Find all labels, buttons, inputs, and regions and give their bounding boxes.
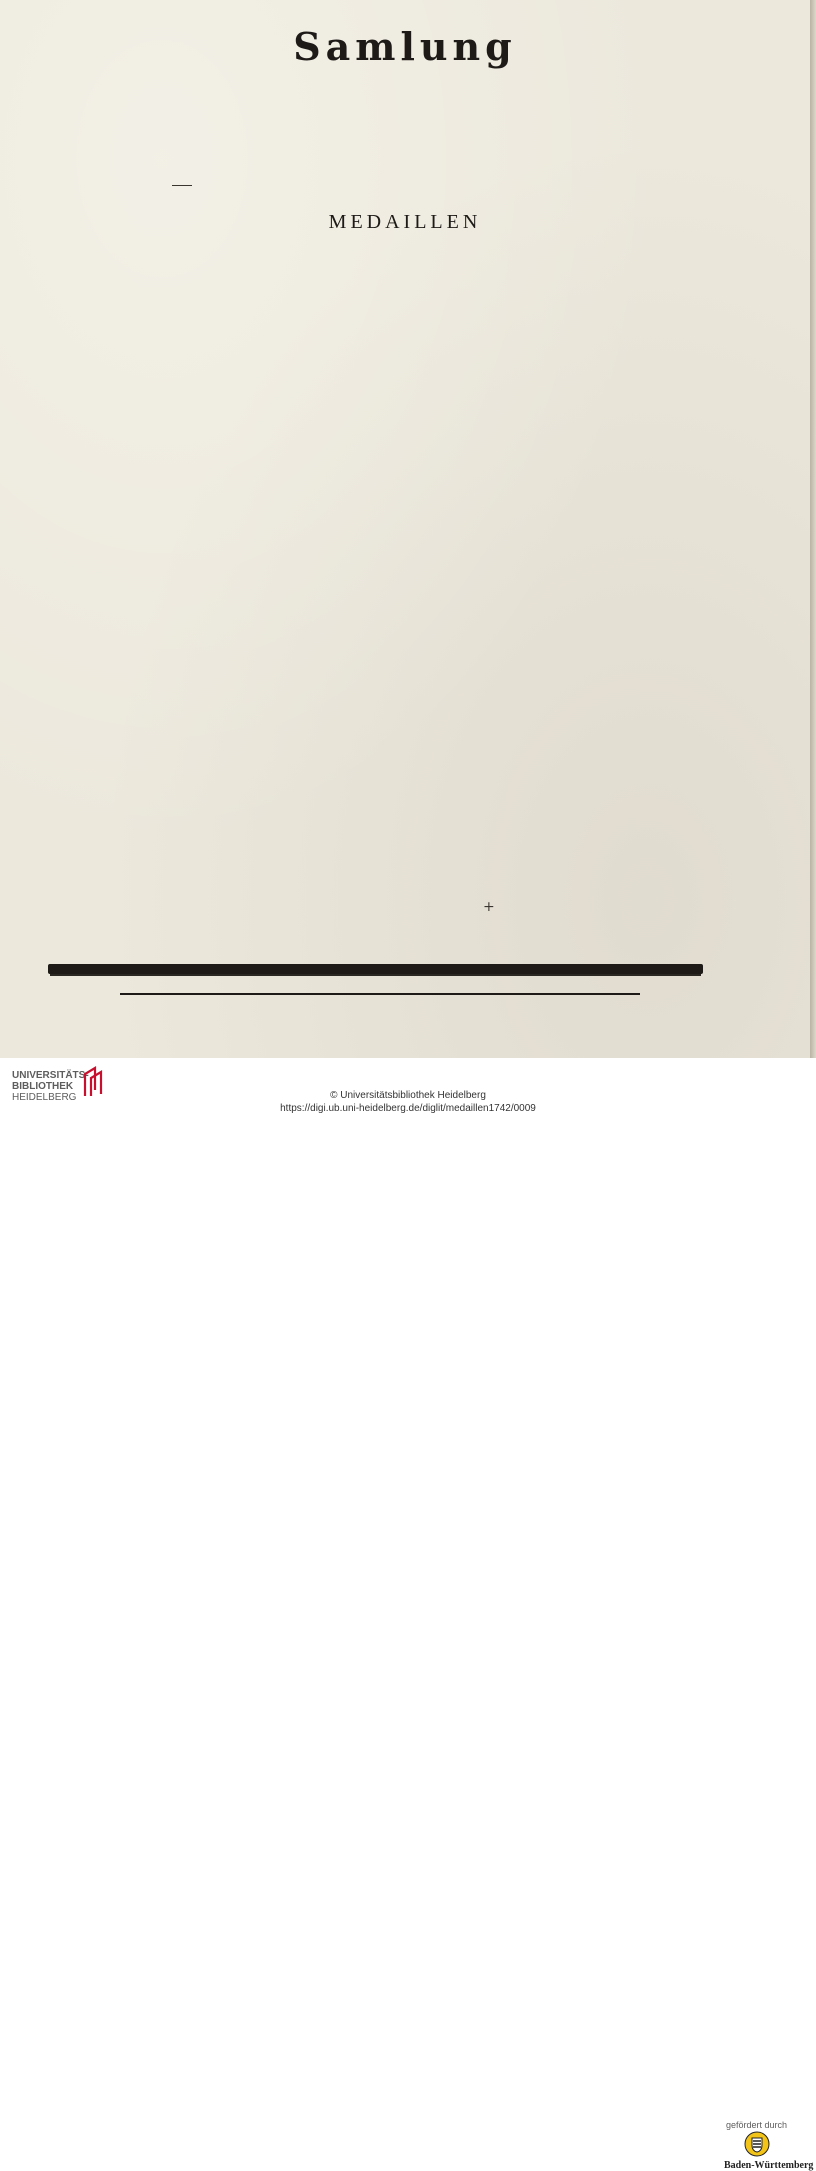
ub-line-3: HEIDELBERG: [12, 1092, 77, 1103]
page-title: Samlung: [293, 24, 517, 69]
funded-by-label: gefördert durch: [726, 2120, 788, 2130]
thick-rule: [48, 964, 703, 974]
margin-dash: [172, 185, 192, 186]
cross-mark-icon: +: [483, 899, 495, 915]
ub-line-1: UNIVERSITÄTS-: [12, 1070, 89, 1081]
funder-name: Baden-Württemberg: [724, 2160, 814, 2171]
thin-rule: [120, 993, 640, 995]
copyright-line: © Universitätsbibliothek Heidelberg: [330, 1090, 486, 1101]
ub-line-2: BIBLIOTHEK: [12, 1081, 74, 1092]
permalink-url[interactable]: https://digi.ub.uni-heidelberg.de/diglit/medaillen1742/0009: [280, 1103, 536, 1114]
scanned-page: [0, 0, 810, 1058]
page-edge: [810, 0, 816, 1058]
subtitle-medaillen: MEDAILLEN: [328, 211, 482, 233]
bw-coat-of-arms-icon: [744, 2131, 770, 2157]
